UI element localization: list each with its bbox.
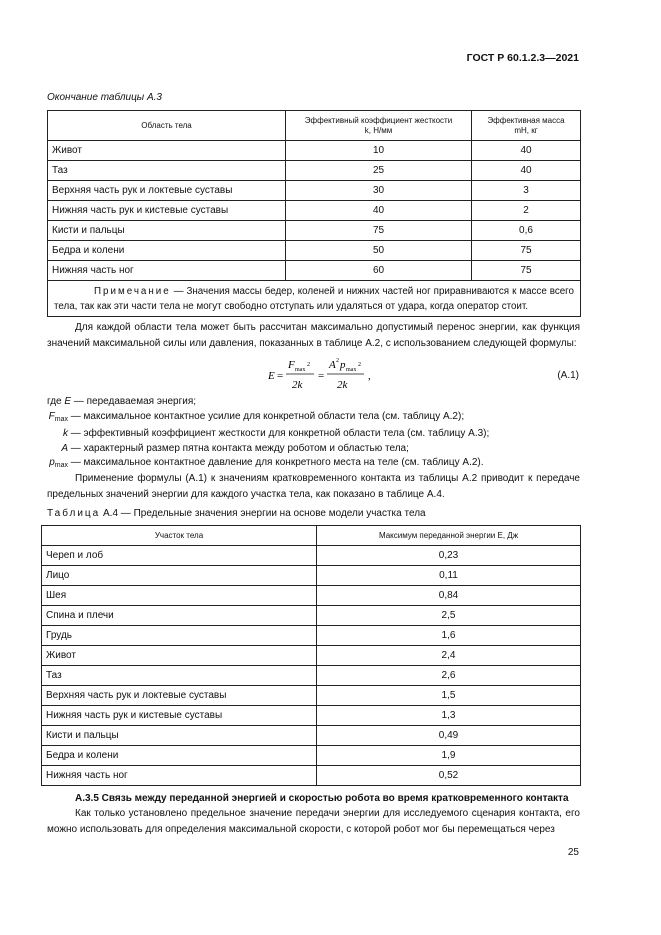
svg-text:=: = — [277, 370, 284, 382]
where-item: $p_{max}$ — максимальное контактное давление для конкретного места на теле (см. таблицу А.2). — [49, 457, 484, 469]
table-row: Шея 0,84 — [42, 586, 581, 606]
where-item: k — эффективный коэффициент жесткости для конкретной области тела (см. таблицу А.3); — [63, 428, 490, 439]
table-a3-header-k: Эффективный коэффициент жесткости k, Н/мм — [286, 111, 472, 141]
table-a3-note-row — [48, 281, 581, 317]
table-row: Бедра и колени 1,9 — [42, 746, 581, 766]
svg-text:max: max — [295, 367, 306, 373]
section-paragraph: Как только установлено предельное значение передачи энергии для исследуемого сценария контакта, его можно использовать для определения максимальной скорости, с которой робот мог бы перемещаться через — [47, 808, 580, 835]
table-row: Таз 25 40 — [48, 161, 581, 181]
table-row: Верхняя часть рук и локтевые суставы 1,5 — [42, 686, 581, 706]
table-a4-title: Таблица А.4 — Предельные значения энергии на основе модели участка тела — [47, 508, 426, 519]
table-a4 — [41, 525, 581, 786]
table-a4-header-energy: Максимум переданной энергии E, Дж — [317, 526, 581, 546]
table-row: Бедра и колени 50 75 — [48, 241, 581, 261]
svg-text:A: A — [329, 359, 336, 371]
table-row: Верхняя часть рук и локтевые суставы 30 3 — [48, 181, 581, 201]
table-row: Живот 10 40 — [48, 141, 581, 161]
svg-text:p: p — [340, 359, 346, 371]
table-row: Череп и лоб 0,23 — [42, 546, 581, 566]
svg-text:E: E — [268, 370, 275, 382]
svg-text:2k: 2k — [292, 379, 303, 391]
page-number: 25 — [567, 847, 579, 858]
where-item: A — характерный размер пятна контакта между роботом и областью тела; — [61, 442, 409, 454]
svg-text:2: 2 — [336, 358, 339, 364]
svg-text:max: max — [346, 367, 357, 373]
section-heading: А.3.5 Связь между переданной энергией и скоростью робота во время кратковременного контакта — [75, 793, 569, 804]
table-a3 — [47, 110, 581, 317]
svg-text:2: 2 — [307, 362, 310, 368]
document-header: ГОСТ Р 60.1.2.3—2021 — [466, 52, 579, 64]
table-a3-caption: Окончание таблицы А.3 — [47, 92, 162, 103]
table-a3-note: Примечание — Значения массы бедер, коленей и нижних частей ног приравниваются к массе всего тела, так как эти части тела не могут свободно отступать или удаляться от удара, когда оператор стоит. — [48, 281, 581, 317]
table-a3-header-m: Эффективная масса mН, кг — [472, 111, 581, 141]
table-a4-header-area: Участок тела — [42, 526, 317, 546]
where-item: $F_{max}$ — максимальное контактное усилие для конкретной области тела (см. таблицу А.2); — [48, 410, 465, 423]
formula-number: (А.1) — [557, 370, 579, 381]
svg-text:2: 2 — [358, 362, 361, 368]
formula-a1 — [268, 357, 388, 393]
where-list — [47, 395, 489, 474]
svg-text:,: , — [368, 370, 371, 382]
svg-text:2k: 2k — [337, 379, 348, 391]
svg-text:F: F — [288, 359, 295, 371]
table-row: Лицо 0,11 — [42, 566, 581, 586]
svg-text:=: = — [318, 370, 325, 382]
table-row: Грудь 1,6 — [42, 626, 581, 646]
paragraph-energy-intro: Для каждой области тела может быть рассчитан максимально допустимый перенос энергии, как функция значений максимальной силы или давления, показанных в таблице А.2, с использованием следующей формулы: — [47, 322, 580, 349]
table-row: Спина и плечи 2,5 — [42, 606, 581, 626]
table-row: Кисти и пальцы 0,49 — [42, 726, 581, 746]
table-row: Кисти и пальцы 75 0,6 — [48, 221, 581, 241]
table-row: Нижняя часть рук и кистевые суставы 40 2 — [48, 201, 581, 221]
table-a3-header-area: Область тела — [48, 111, 286, 141]
table-row: Нижняя часть ног 60 75 — [48, 261, 581, 281]
table-row: Нижняя часть рук и кистевые суставы 1,3 — [42, 706, 581, 726]
where-item: где E — передаваемая энергия; — [47, 396, 197, 407]
table-row: Нижняя часть ног 0,52 — [42, 766, 581, 786]
table-row: Таз 2,6 — [42, 666, 581, 686]
paragraph-application: Применение формулы (А.1) к значениям кратковременного контакта из таблицы А.2 приводит к передаче предельных значений энергии для каждого участка тела, как показано в таблице А.4. — [47, 473, 580, 500]
table-row: Живот 2,4 — [42, 646, 581, 666]
